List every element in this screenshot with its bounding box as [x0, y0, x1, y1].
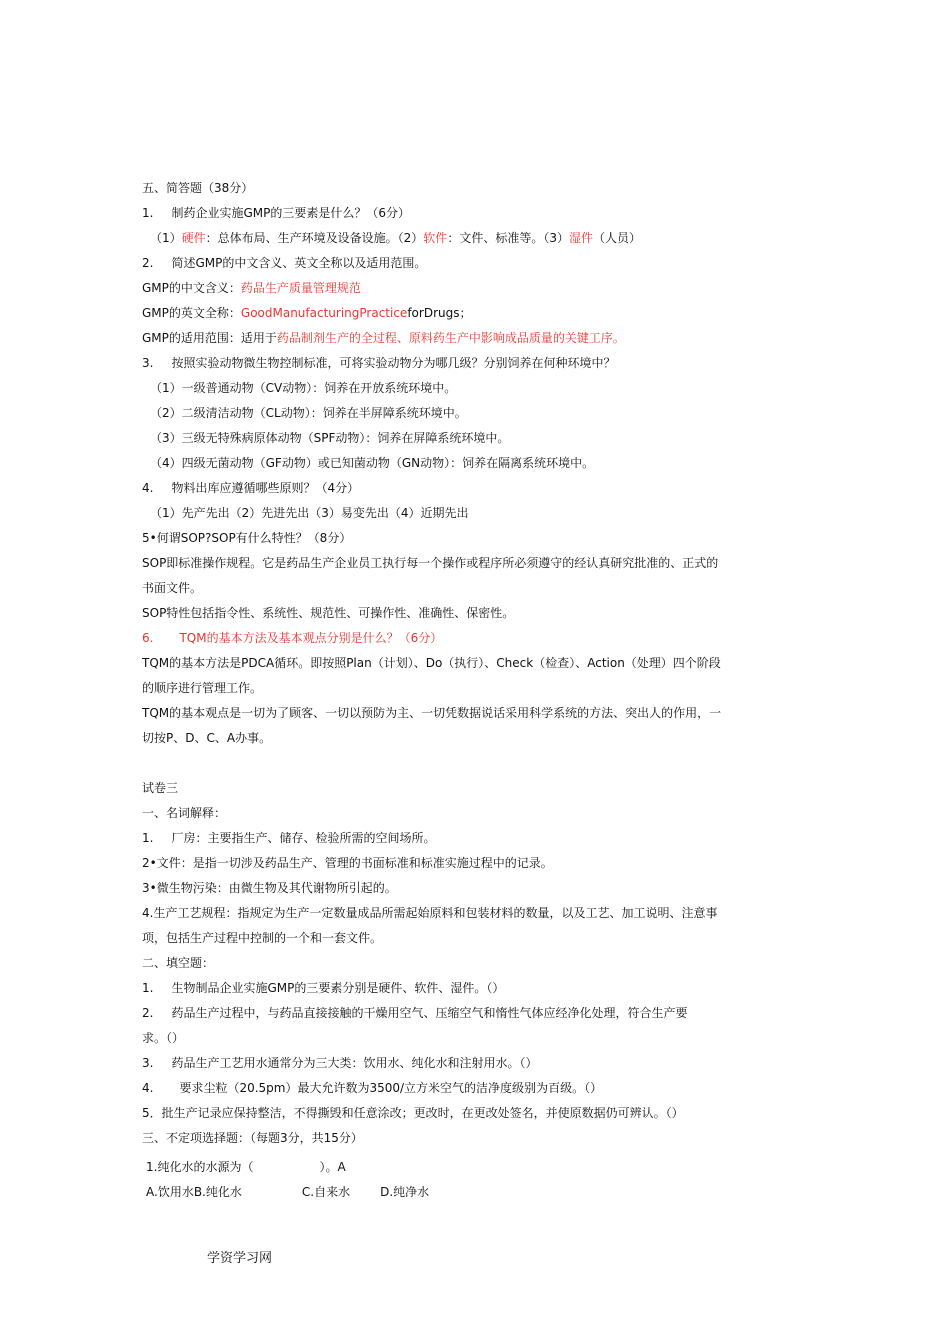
- answer-6-line: 切按P、D、C、A办事。: [142, 731, 272, 745]
- option-b: B.纯化水: [193, 1185, 242, 1199]
- definition-4: 4.生产工艺规程：指规定为生产一定数量成品所需起始原料和包装材料的数量，以及工艺、加工说明、注意事: [142, 906, 718, 920]
- fill-item-2: 2. 药品生产过程中，与药品直接接触的干燥用空气、压缩空气和惰性气体应经净化处理，符合生产要: [142, 1006, 688, 1020]
- question-1: 1. 制药企业实施GMP的三要素是什么？（6分）: [142, 206, 410, 220]
- part-title: 三、不定项选择题：（每题3分，共15分）: [142, 1131, 363, 1145]
- part-title: 一、名词解释：: [142, 806, 227, 820]
- choice-question-1: 1.纯化水的水源为（ ）。A: [146, 1160, 346, 1174]
- fill-item-4: 4. 要求尘粒（20.5pm）最大允许数为3500/立方米空气的洁净度级别为百级。（）: [142, 1081, 603, 1095]
- answer-3-item: （3）三级无特殊病原体动物（SPF动物）：饲养在屏障系统环境中。: [150, 431, 510, 445]
- highlight-wetware: 湿件: [568, 231, 593, 245]
- answer-3-item: （2）二级清洁动物（CL动物）：饲养在半屏障系统环境中。: [150, 406, 467, 420]
- option-c: C.自来水: [301, 1185, 351, 1199]
- paper-title: 试卷三: [142, 781, 179, 795]
- answer-6-line: TQM的基本方法是PDCA循环。即按照Plan（计划）、Do（执行）、Check（检查）、Action（处理）四个阶段: [142, 656, 721, 670]
- fill-item-1: 1. 生物制品企业实施GMP的三要素分别是硬件、软件、湿件。（）: [142, 981, 505, 995]
- section-title: 五、简答题（38分）: [142, 181, 254, 195]
- answer-2-english: GMP的英文全称：GoodManufacturingPracticeforDrugs；: [142, 306, 472, 320]
- question-5: 5•何谓SOP?SOP有什么特性？（8分）: [142, 531, 352, 545]
- fill-item-5: 5．批生产记录应保持整洁，不得撕毁和任意涂改；更改时，在更改处签名，并使原数据仍可辨认。（）: [142, 1106, 684, 1120]
- answer-5-line: SOP即标准操作规程。它是药品生产企业员工执行每一个操作或程序所必须遵守的经认真研究批准的、正式的: [142, 556, 719, 570]
- answer-1: （1）硬件：总体布局、生产环境及设备设施。（2）软件：文件、标准等。（3）湿件（人员）: [150, 231, 641, 245]
- answer-6-line: TQM的基本观点是一切为了顾客、一切以预防为主、一切凭数据说话采用科学系统的方法、突出人的作用，一: [142, 706, 722, 720]
- question-4: 4. 物料出库应遵循哪些原则？（4分）: [142, 481, 360, 495]
- fill-item-2-cont: 求。（）: [142, 1031, 185, 1045]
- option-a: A.饮用水: [146, 1185, 194, 1199]
- highlight-software: 软件: [423, 231, 448, 245]
- answer-4: （1）先产先出（2）先进先出（3）易变先出（4）近期先出: [150, 506, 469, 520]
- answer-3-item: （1）一级普通动物（CV动物）：饲养在开放系统环境中。: [150, 381, 457, 395]
- footer-watermark: 学资学习网: [207, 1251, 273, 1266]
- answer-5-line: 书面文件。: [142, 581, 203, 595]
- definition-1: 1. 厂房：主要指生产、储存、检验所需的空间场所。: [142, 831, 436, 845]
- question-3: 3. 按照实验动物微生物控制标准，可将实验动物分为哪几级？分别饲养在何种环境中？: [142, 356, 616, 370]
- choice-options: [142, 1180, 762, 1205]
- document-body: [142, 176, 762, 1205]
- option-d: D.纯净水: [380, 1185, 430, 1199]
- question-2: 2. 简述GMP的中文含义、英文全称以及适用范围。: [142, 256, 427, 270]
- question-6: 6. TQM的基本方法及基本观点分别是什么？（6分）: [142, 631, 443, 645]
- definition-4-cont: 项，包括生产过程中控制的一个和一套文件。: [142, 931, 383, 945]
- highlight-cn-meaning: 药品生产质量管理规范: [240, 281, 361, 295]
- definition-3: 3•微生物污染：由微生物及其代谢物所引起的。: [142, 881, 397, 895]
- highlight-scope: 药品制剂生产的全过程、原料药生产中影响成品质量的关键工序。: [276, 331, 625, 345]
- highlight-en-name: GoodManufacturingPractice: [240, 306, 408, 320]
- definition-2: 2•文件：是指一切涉及药品生产、管理的书面标准和标准实施过程中的记录。: [142, 856, 553, 870]
- fill-item-3: 3. 药品生产工艺用水通常分为三大类：饮用水、纯化水和注射用水。（）: [142, 1056, 538, 1070]
- highlight-hardware: 硬件: [181, 231, 206, 245]
- answer-3-item: （4）四级无菌动物（GF动物）或已知菌动物（GN动物）：饲养在隔离系统环境中。: [150, 456, 595, 470]
- answer-5-line: SOP特性包括指令性、系统性、规范性、可操作性、准确性、保密性。: [142, 606, 515, 620]
- spacer: [142, 751, 762, 776]
- answer-2-scope: GMP的适用范围：适用于药品制剂生产的全过程、原料药生产中影响成品质量的关键工序。: [142, 331, 625, 345]
- answer-2-chinese: GMP的中文含义：药品生产质量管理规范: [142, 281, 361, 295]
- answer-6-line: 的顺序进行管理工作。: [142, 681, 263, 695]
- part-title: 二、填空题：: [142, 956, 215, 970]
